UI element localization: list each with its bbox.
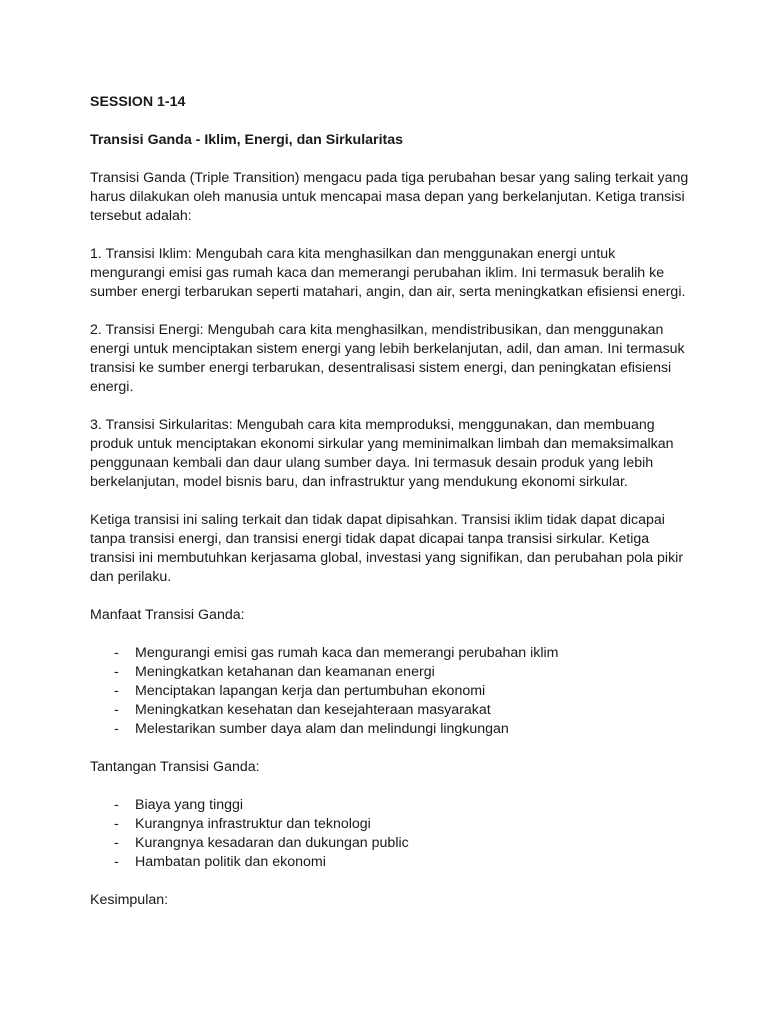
challenges-list: [90, 796, 690, 872]
dash-bullet: -: [114, 835, 119, 851]
list-item-text: Kurangnya kesadaran dan dukungan public: [135, 835, 409, 851]
list-item: [90, 682, 690, 701]
challenges-heading: Tantangan Transisi Ganda:: [90, 759, 260, 775]
list-item-text: Hambatan politik dan ekonomi: [135, 854, 326, 870]
dash-bullet: -: [114, 854, 119, 870]
list-item: [90, 834, 690, 853]
list-item: [90, 815, 690, 834]
point-1-paragraph: 1. Transisi Iklim: Mengubah cara kita menghasilkan dan menggunakan energi untuk mengurangi emisi gas rumah kaca dan memerangi perubahan iklim. Ini termasuk beralih ke sumber energi terbarukan seperti matahari, angin, dan air, serta meningkatkan efisiensi energi.: [90, 246, 686, 300]
list-item-text: Meningkatkan ketahanan dan keamanan energi: [135, 664, 435, 680]
intro-paragraph: Transisi Ganda (Triple Transition) mengacu pada tiga perubahan besar yang saling terkait yang harus dilakukan oleh manusia untuk mencapai masa depan yang berkelanjutan. Ketiga transisi tersebut adalah:: [90, 170, 689, 224]
list-item-text: Mengurangi emisi gas rumah kaca dan memerangi perubahan iklim: [135, 645, 559, 661]
dash-bullet: -: [114, 721, 119, 737]
dash-bullet: -: [114, 664, 119, 680]
list-item-text: Melestarikan sumber daya alam dan melindungi lingkungan: [135, 721, 509, 737]
list-item: [90, 796, 690, 815]
list-item: [90, 663, 690, 682]
point-3-paragraph: 3. Transisi Sirkularitas: Mengubah cara kita memproduksi, menggunakan, dan membuang produk untuk menciptakan ekonomi sirkular yang meminimalkan limbah dan memaksimalkan penggunaan kembali dan daur ulang sumber daya. Ini termasuk desain produk yang lebih berkelanjutan, model bisnis baru, dan infrastruktur yang mendukung ekonomi sirkular.: [90, 417, 674, 490]
list-item-text: Menciptakan lapangan kerja dan pertumbuhan ekonomi: [135, 683, 486, 699]
list-item-text: Kurangnya infrastruktur dan teknologi: [135, 816, 371, 832]
dash-bullet: -: [114, 816, 119, 832]
point-2-paragraph: 2. Transisi Energi: Mengubah cara kita menghasilkan, mendistribusikan, dan menggunakan energi untuk menciptakan sistem energi yang lebih berkelanjutan, adil, dan aman. Ini termasuk transisi ke sumber energi terbarukan, desentralisasi sistem energi, dan peningkatan efisiensi energi.: [90, 322, 685, 395]
document-title: Transisi Ganda - Iklim, Energi, dan Sirkularitas: [90, 132, 404, 148]
benefits-heading: Manfaat Transisi Ganda:: [90, 607, 245, 623]
document-page: [90, 93, 690, 929]
list-item-text: Biaya yang tinggi: [135, 797, 244, 813]
summary-paragraph: Ketiga transisi ini saling terkait dan tidak dapat dipisahkan. Transisi iklim tidak dapat dicapai tanpa transisi energi, dan transisi energi tidak dapat dicapai tanpa transisi sirkular. Ketiga transisi ini membutuhkan kerjasama global, investasi yang signifikan, dan perubahan pola pikir dan perilaku.: [90, 512, 684, 585]
list-item: [90, 701, 690, 720]
list-item: [90, 644, 690, 663]
dash-bullet: -: [114, 702, 119, 718]
list-item: [90, 720, 690, 739]
session-label: SESSION 1-14: [90, 94, 186, 110]
list-item-text: Meningkatkan kesehatan dan kesejahteraan masyarakat: [135, 702, 491, 718]
dash-bullet: -: [114, 645, 119, 661]
dash-bullet: -: [114, 797, 119, 813]
benefits-list: [90, 644, 690, 739]
list-item: [90, 853, 690, 872]
dash-bullet: -: [114, 683, 119, 699]
conclusion-heading: Kesimpulan:: [90, 892, 169, 908]
